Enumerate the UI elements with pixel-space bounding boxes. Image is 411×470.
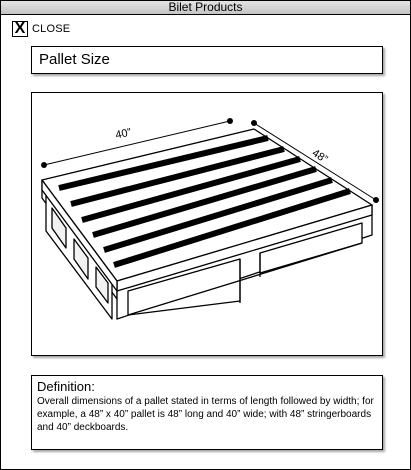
close-label[interactable]: CLOSE [32,23,71,35]
length-dimension-label: 48” [309,147,330,166]
length-dimension-endpoint [251,120,257,126]
heading-panel [31,46,383,74]
width-dimension-label: 40” [114,126,133,142]
pallet-illustration-panel [31,92,383,356]
length-dimension-endpoint [373,197,379,203]
definition-text: Overall dimensions of a pallet stated in terms of length followed by width; for example, a 48” x 40” pallet is 48” long and 40” wide; with 48” stringerboards and 40” deckboards. [37,396,374,433]
close-icon[interactable]: X [12,21,28,37]
pallet-illustration [32,93,383,356]
page-title: Pallet Size [39,51,110,68]
window-title: Bilet Products [1,1,410,15]
width-dimension-endpoint [41,162,47,168]
definition-panel [31,375,383,450]
width-dimension-endpoint [227,118,233,124]
close-button[interactable] [12,20,70,38]
definition-title: Definition: [37,379,95,394]
